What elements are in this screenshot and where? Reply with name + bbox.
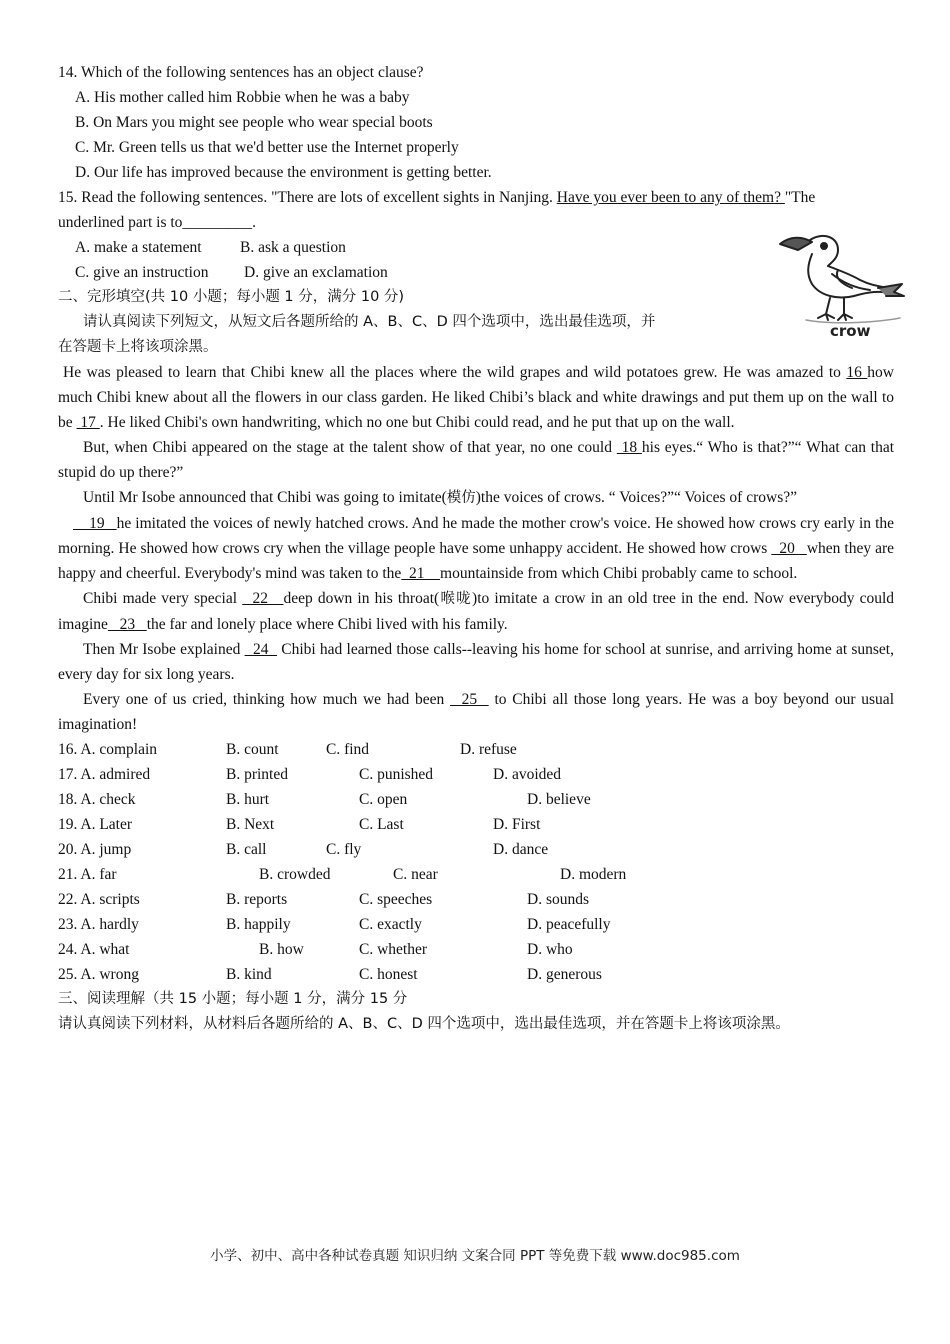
section3-heading: 三、阅读理解（共 15 小题；每小题 1 分，满分 15 分: [58, 991, 408, 1007]
q14-option-d: D. Our life has improved because the environment is getting better.: [75, 164, 492, 181]
q14-option-b: B. On Mars you might see people who wear special boots: [75, 114, 433, 131]
cloze-option-row: 19. A. Later B. Next C. Last D. First: [58, 816, 541, 833]
q15-option-b: B. ask a question: [240, 239, 346, 256]
cloze-option-row: 16. A. complain B. count C. find D. refuse: [58, 741, 517, 758]
cloze-options: [58, 737, 894, 987]
blank-20: 20: [771, 540, 807, 557]
blank-25: 25: [450, 691, 489, 708]
q15-option-a: A. make a statement: [75, 239, 202, 256]
cloze-option-row: 25. A. wrong B. kind C. honest D. generous: [58, 966, 602, 983]
section2-instruction-2: 在答题卡上将该项涂黑。: [58, 339, 218, 355]
passage-paragraph-4: 19 he imitated the voices of newly hatched crows. And he made the mother crow's voice. He showed how crows cry early in the morning. He showed how crows cry when the village people have some unhappy accident. He showed how crows 20 when they are happy and cheerful. Everybody's mind was taken to the 21 mountainside from which Chibi probably came to school.: [58, 515, 895, 582]
cloze-option-row: 23. A. hardly B. happily C. exactly D. peacefully: [58, 916, 611, 933]
page-footer: 小学、初中、高中各种试卷真题 知识归纳 文案合同 PPT 等免费下载 www.doc985.com: [210, 1248, 740, 1264]
passage-paragraph-5: Chibi made very special 22 deep down in his throat(喉咙)to imitate a crow in an old tree in the end. Now everybody could imagine 23 the far and lonely place where Chibi lived with his family.: [58, 590, 895, 633]
passage-paragraph-7: Every one of us cried, thinking how much we had been 25 to Chibi all those long years. He was a boy beyond our usual imagination!: [58, 691, 894, 733]
q15-stem-line1: 15. Read the following sentences. "There are lots of excellent sights in Nanjing. Have you ever been to any of them? "The: [58, 189, 816, 206]
cloze-option-row: 22. A. scripts B. reports C. speeches D. sounds: [58, 891, 590, 908]
blank-16: 16: [846, 364, 868, 381]
q14-stem: 14. Which of the following sentences has an object clause?: [58, 64, 424, 81]
blank-21: 21: [401, 565, 441, 582]
section2-instruction-1: 请认真阅读下列短文，从短文后各题所给的 A、B、C、D 四个选项中，选出最佳选项，并: [83, 314, 656, 330]
exam-page: [58, 60, 894, 1037]
blank-19: 19: [73, 515, 117, 532]
passage-paragraph-3: Until Mr Isobe announced that Chibi was going to imitate(模仿)the voices of crows. “ Voices?”“ Voices of crows?”: [83, 489, 797, 506]
q15-option-d: D. give an exclamation: [244, 264, 388, 281]
cloze-option-row: 21. A. far B. crowded C. near D. modern: [58, 866, 627, 883]
cloze-option-row: 17. A. admired B. printed C. punished D. avoided: [58, 766, 562, 783]
section2-heading: 二、完形填空(共 10 小题；每小题 1 分，满分 10 分): [58, 289, 405, 305]
blank-17: 17: [76, 414, 100, 431]
q15-underlined-sentence: Have you ever been to any of them?: [556, 189, 785, 206]
passage-paragraph-6: Then Mr Isobe explained 24 Chibi had learned those calls--leaving his home for school at sunrise, and arriving home at sunset, every day for six long years.: [58, 641, 894, 683]
passage-paragraph-2: But, when Chibi appeared on the stage at the talent show of that year, no one could 18 his eyes.“ Who is that?”“ What can that stupid do up there?”: [58, 439, 895, 481]
cloze-option-row: 18. A. check B. hurt C. open D. believe: [58, 791, 591, 808]
cloze-option-row: 24. A. what B. how C. whether D. who: [58, 941, 573, 958]
blank-23: 23: [107, 616, 147, 633]
crow-label: crow: [830, 322, 871, 340]
crow-illustration: [768, 230, 908, 342]
blank-22: 22: [242, 590, 284, 607]
passage-paragraph-1: He was pleased to learn that Chibi knew all the places where the wild grapes and wild potatoes grew. He was amazed to 16 how much Chibi knew about all the flowers in our class garden. He liked Chibi’s black and white drawings and put them up on the wall to be 17 . He liked Chibi's own handwriting, which no one but Chibi could read, and he put that up on the wall.: [58, 364, 894, 431]
blank-24: 24: [244, 641, 277, 658]
section3-instruction: 请认真阅读下列材料，从材料后各题所给的 A、B、C、D 四个选项中，选出最佳选项，并在答题卡上将该项涂黑。: [58, 1016, 790, 1032]
blank-18: 18: [616, 439, 642, 456]
cloze-option-row: 20. A. jump B. call C. fly D. dance: [58, 841, 549, 858]
q15-blank: _________: [182, 214, 253, 231]
q15-option-c: C. give an instruction: [75, 264, 209, 281]
q14-option-c: C. Mr. Green tells us that we'd better use the Internet properly: [75, 139, 459, 156]
q15-stem-line2: underlined part is to_________.: [58, 214, 257, 231]
q14-option-a: A. His mother called him Robbie when he was a baby: [75, 89, 410, 106]
